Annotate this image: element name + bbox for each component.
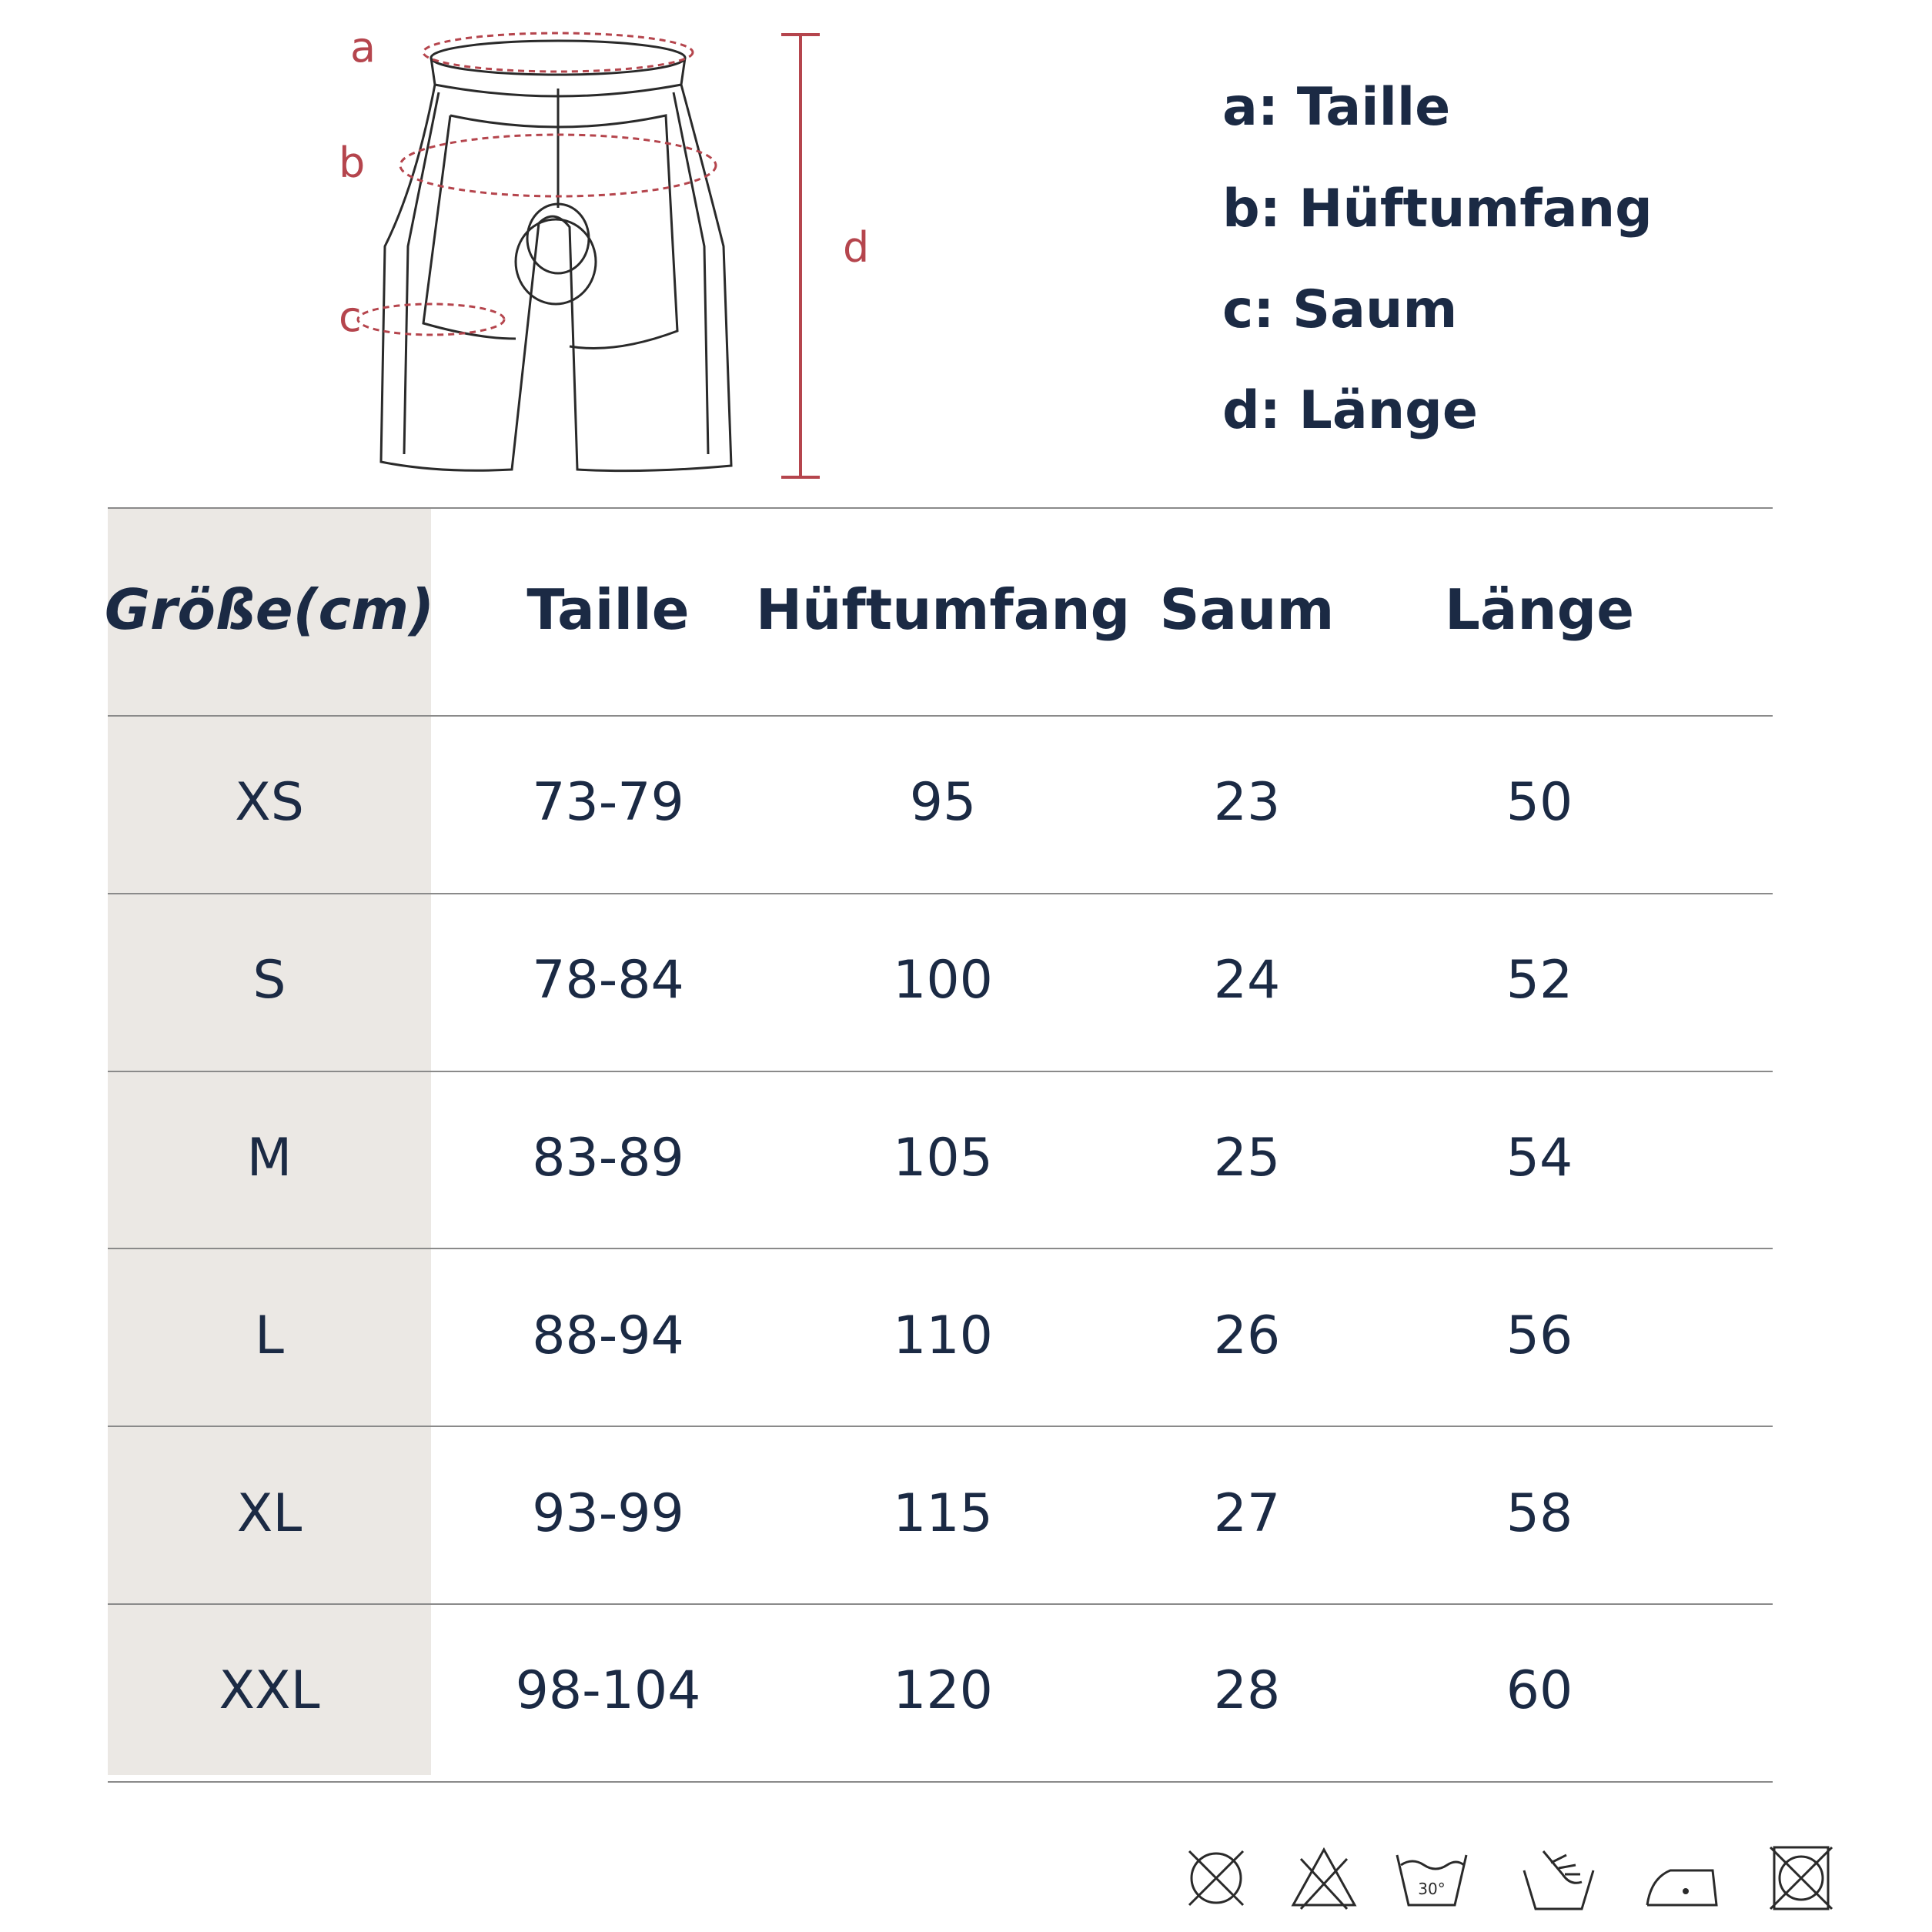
cell-size: XS (235, 772, 304, 834)
cell-taille: 73-79 (532, 772, 684, 834)
cell-size: XL (236, 1482, 303, 1544)
cell-saum: 25 (1213, 1128, 1281, 1188)
cell-hueftumfang: 95 (909, 772, 977, 834)
cell-saum: 23 (1213, 772, 1281, 834)
cell-laenge: 50 (1506, 772, 1573, 834)
cell-saum: 24 (1213, 950, 1281, 1011)
cell-taille: 78-84 (532, 950, 684, 1011)
table-divider (108, 1781, 1773, 1783)
cell-laenge: 54 (1506, 1128, 1573, 1188)
cell-taille: 88-94 (532, 1305, 684, 1366)
cell-size: M (246, 1128, 292, 1188)
legend-laenge: d: Länge (1222, 380, 1478, 441)
header-laenge: Länge (1444, 577, 1635, 642)
header-taille: Taille (526, 577, 690, 642)
table-divider (108, 715, 1773, 717)
cell-hueftumfang: 115 (893, 1482, 993, 1544)
table-divider (108, 1603, 1773, 1605)
wash-30-icon (1393, 1843, 1470, 1913)
legend-saum: c: Saum (1222, 279, 1458, 340)
cell-laenge: 56 (1506, 1305, 1573, 1366)
table-divider (108, 1426, 1773, 1427)
marker-d: d (843, 223, 870, 272)
cell-laenge: 58 (1506, 1482, 1573, 1544)
shorts-measurement-diagram (323, 15, 908, 493)
do-not-tumble-dry-icon (1178, 1843, 1255, 1913)
cell-hueftumfang: 105 (893, 1128, 993, 1188)
wash-30-label: 30° (1418, 1880, 1446, 1898)
cell-taille: 98-104 (515, 1660, 701, 1722)
iron-low-icon (1643, 1843, 1720, 1913)
do-not-dry-clean-icon (1763, 1843, 1840, 1913)
cell-taille: 93-99 (532, 1482, 684, 1544)
cell-saum: 28 (1213, 1660, 1281, 1722)
cell-saum: 26 (1213, 1305, 1281, 1366)
cell-laenge: 52 (1506, 950, 1573, 1011)
table-divider (108, 893, 1773, 894)
table-divider (108, 1071, 1773, 1072)
table-divider (108, 507, 1773, 509)
legend-hueftumfang: b: Hüftumfang (1222, 179, 1653, 239)
header-saum: Saum (1159, 577, 1335, 642)
size-table (104, 508, 1773, 1775)
cell-size: L (255, 1305, 284, 1366)
hand-wash-icon (1520, 1843, 1597, 1913)
marker-b: b (339, 139, 366, 187)
cell-saum: 27 (1213, 1482, 1281, 1544)
marker-c: c (339, 292, 362, 341)
cell-hueftumfang: 120 (893, 1660, 993, 1722)
do-not-bleach-icon (1285, 1843, 1362, 1913)
marker-a: a (350, 23, 376, 72)
cell-laenge: 60 (1506, 1660, 1573, 1722)
cell-taille: 83-89 (532, 1128, 684, 1188)
cell-size: S (252, 950, 286, 1011)
header-hueftumfang: Hüftumfang (755, 577, 1131, 642)
cell-hueftumfang: 110 (893, 1305, 993, 1366)
header-size: Größe(cm) (104, 577, 435, 642)
legend-taille: a: Taille (1222, 77, 1451, 138)
cell-hueftumfang: 100 (893, 950, 993, 1011)
cell-size: XXL (219, 1660, 320, 1722)
table-divider (108, 1248, 1773, 1249)
